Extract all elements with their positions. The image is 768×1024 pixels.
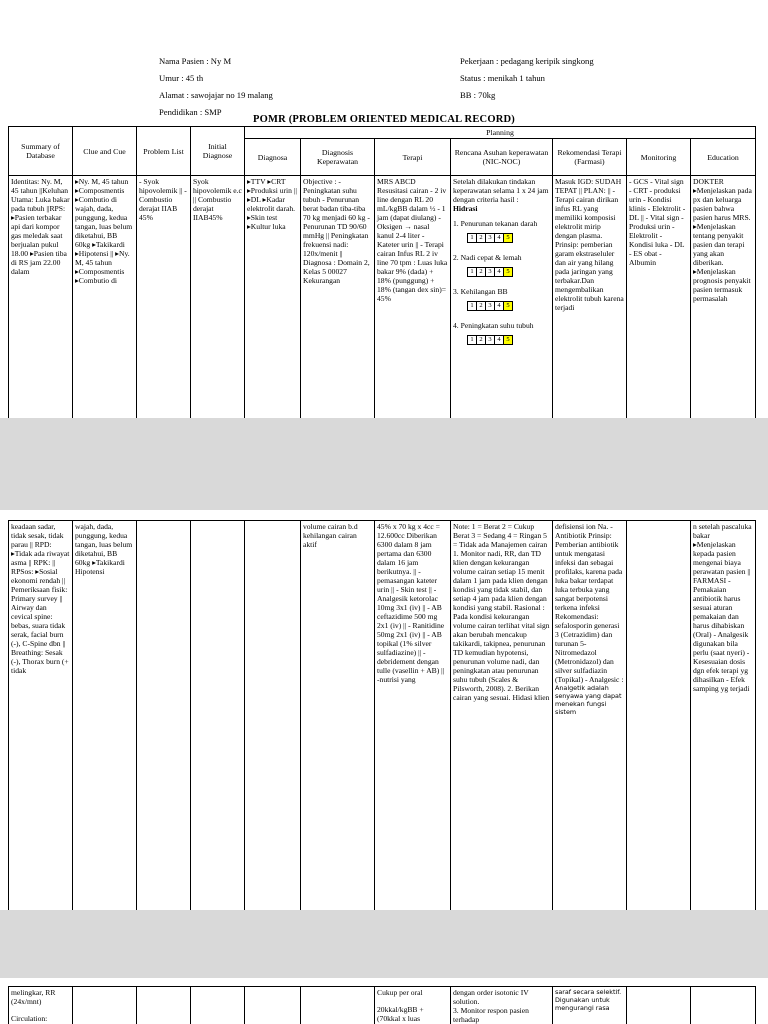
- rating-box: 4: [494, 233, 504, 243]
- rating-box: 5: [503, 267, 513, 277]
- rating-box: 5: [503, 335, 513, 345]
- cont3-keperawatan: [301, 987, 375, 1024]
- cont3-rencana: [451, 987, 553, 1024]
- cont-cue: wajah, dada, punggung, kedua tangan, luas belum diketahui, BB 60kg ▸Takikardi Hipotensi: [73, 521, 137, 911]
- rating-box: 5: [503, 233, 513, 243]
- rencana-list: [453, 219, 550, 345]
- cont3-terapi-text-2: 20kkal/kgBB + (70kkal x luas: [377, 1005, 424, 1023]
- cell-farmasi: Masuk IGD: SUDAH TEPAT || PLAN: || - Terapi cairan dirikan infus RL yang memiliki komposisi elektrolit mirip dengan plasma. Prinsip: pemberian garam ekstraseluler dan air yang hilang pada jaringan yang terbakar.Dan mengembalikan elektrolit tubuh karena terjadi: [553, 176, 627, 419]
- header-education: Education: [691, 139, 756, 176]
- rating-box: 3: [485, 301, 495, 311]
- rencana-item: 3. Kehilangan BB: [453, 287, 508, 296]
- rating-box: 2: [476, 301, 486, 311]
- cont3-rencana-text: dengan order isotonic IV solution.: [453, 988, 529, 1006]
- header-diagnosa: Diagnosa: [245, 139, 301, 176]
- cont-farmasi: [553, 521, 627, 911]
- cont3-cue: [73, 987, 137, 1024]
- cell-terapi: MRS ABCD Resusitasi cairan - 2 iv line dengan RL 20 mL/kgBB dalam ½ - 1 jam (dapat diulang) - Oksigen → nasal kanul 2-4 liter - Kateter urin || - Terapi cairan Infus RL 2 iv line 70 tpm : Luas luka bakar 9% (dada) + 18% (punggung) + 18% (tangan dex sin)= 45%: [375, 176, 451, 419]
- rating-box: 5: [503, 301, 513, 311]
- cont3-summary: [9, 987, 73, 1024]
- cont-education: n setelah pascaluka bakar ▸Menjelaskan kepada pasien mengenai biaya perawatan pasien || FARMASI - Pemakaian antibiotik harus sesuai aturan pemakaian dan harus dihabiskan (Oral) - Analgesik digunakan bila perlu (saat nyeri) -Kesesuaian dosis dgn efek terapi yg dihasilkan - Efek samping yg terjadi: [691, 521, 756, 911]
- cont3-initial: [191, 987, 245, 1024]
- cell-keperawatan: Objective : - Peningkatan suhu tubuh - Penurunan berat badan tiba-tiba 70 kg menjadi 60 kg - Penurunan TD 90/60 mmHg || Peningkatan frekuensi nadi: 120x/menit || Diagnosa : Domain 2, Kelas 5 00027 Kekurangan: [301, 176, 375, 419]
- pomr-table-continued-2: [8, 986, 756, 1024]
- rating-box: 2: [476, 233, 486, 243]
- patient-status: Status : menikah 1 tahun: [460, 73, 545, 83]
- header-terapi: Terapi: [375, 139, 451, 176]
- patient-age: Umur : 45 th: [159, 73, 204, 83]
- rencana-item: 2. Nadi cepat & lemah: [453, 253, 522, 262]
- header-initial: Initial Diagnose: [191, 127, 245, 176]
- cont3-summary-text-2: Circulation:: [11, 1014, 48, 1023]
- rating-box: 4: [494, 335, 504, 345]
- cell-problem: - Syok hipovolemik || - Combustio derajat IIAB 45%: [137, 176, 191, 419]
- cell-initial: Syok hipovolemik e.c || Combustio derajat IIAB45%: [191, 176, 245, 419]
- cont3-summary-text: melingkar, RR (24x/mnt): [11, 988, 56, 1006]
- cont3-education: [691, 987, 756, 1024]
- header-problem: Problem List: [137, 127, 191, 176]
- cont-initial: [191, 521, 245, 911]
- rating-box: 4: [494, 301, 504, 311]
- document-page-3: [0, 978, 768, 1024]
- page-title: POMR (PROBLEM ORIENTED MEDICAL RECORD): [253, 114, 515, 125]
- header-summary: Summary of Database: [9, 127, 73, 176]
- rating-box: 3: [485, 233, 495, 243]
- rating-scale: [467, 232, 550, 243]
- rating-box: 2: [476, 267, 486, 277]
- header-cue: Clue and Cue: [73, 127, 137, 176]
- rating-box: 1: [467, 301, 477, 311]
- rencana-hidrasi: Hidrasi: [453, 204, 478, 213]
- cont-problem: [137, 521, 191, 911]
- cont3-rencana-text-2: 3. Monitor respon pasien terhadap: [453, 1006, 529, 1024]
- patient-name: Nama Pasien : Ny M: [159, 56, 232, 66]
- rencana-intro: Setelah dilakukan tindakan keperawatan selama 1 x 24 jam dengan criteria hasil :: [453, 177, 549, 204]
- rating-scale: [467, 334, 550, 345]
- rating-box: 1: [467, 267, 477, 277]
- cont3-farmasi: saraf secara selektif. Digunakan untuk mengurangi rasa: [553, 987, 627, 1024]
- rating-box: 1: [467, 233, 477, 243]
- header-farmasi: Rekomendasi Terapi (Farmasi): [553, 139, 627, 176]
- cont-farmasi-text: defisiensi ion Na. - Antibiotik Prinsip: Pemberian antibiotik untuk mengatasi infeksi dan sebagai profilaks, karena pada luka bakar terdapat luka terbuka yang sangat berpotensi terkena infeksi Rekomendasi: sefalosporin generasi 3 (Cetrazidim) dan turunan 5-Nitromedazol (Metronidazol) dan silver sulfadiazin (Topikal) - Analgesic :: [555, 522, 624, 684]
- cont3-terapi-text: Cukup per oral: [377, 988, 423, 997]
- cell-monitoring: - GCS - Vital sign - CRT - produksi urin - Kondisi klinis - Elektrolit - DL || - Vital sign - Produksi urin - Elektrolit - Kondisi luka - DL - ES obat - Albumin: [627, 176, 691, 419]
- rating-scale: [467, 300, 550, 311]
- cont-farmasi-analgetik: Analgetik adalah senyawa yang dapat menekan fungsi sistem: [555, 684, 622, 716]
- cont3-diagnosa: [245, 987, 301, 1024]
- cont-keperawatan: volume cairan b.d kehilangan cairan aktif: [301, 521, 375, 911]
- patient-education: Pendidikan : SMP: [159, 107, 222, 117]
- patient-weight: BB : 70kg: [460, 90, 496, 100]
- cell-summary: Identitas: Ny. M, 45 tahun ||Keluhan Utama: Luka bakar pada tubuh ||RPS: ▸Pasien terbakar api dari kompor gas meledak saat berjualan pukul 18.00 ▸Pasien tiba di RS jam 22.00 dalam: [9, 176, 73, 419]
- rating-box: 4: [494, 267, 504, 277]
- header-monitoring: Monitoring: [627, 139, 691, 176]
- cont3-monitoring: [627, 987, 691, 1024]
- pomr-table-continued: [8, 520, 756, 910]
- rencana-item: 4. Peningkatan suhu tubuh: [453, 321, 534, 330]
- cont3-terapi: [375, 987, 451, 1024]
- header-planning: Planning: [245, 127, 756, 139]
- cell-cue: ▸Ny. M, 45 tahun ▸Composmentis ▸Combutio di wajah, dada, punggung, kedua tangan, luas belum diketahui, BB 60kg ▸Takikardi ▸Hipotensi || ▸Ny. M, 45 tahun ▸Composmentis ▸Combutio di: [73, 176, 137, 419]
- rating-box: 3: [485, 335, 495, 345]
- header-rencana: Rencana Asuhan keperawatan (NIC-NOC): [451, 139, 553, 176]
- patient-job: Pekerjaan : pedagang keripik singkong: [460, 56, 594, 66]
- rating-box: 1: [467, 335, 477, 345]
- header-keperawatan: Diagnosis Keperawatan: [301, 139, 375, 176]
- patient-address: Alamat : sawojajar no 19 malang: [159, 90, 273, 100]
- cell-education: DOKTER ▸Menjelaskan pada px dan keluarga pasien bahwa pasien harus MRS. ▸Menjelaskan tentang penyakit pasien dan terapi yang akan diberikan. ▸Menjelaskan prognosis penyakit pasien termasuk permasalah: [691, 176, 756, 419]
- cont-rencana: Note: 1 = Berat 2 = Cukup Berat 3 = Sedang 4 = Ringan 5 = Tidak ada Manajemen cairan 1. Monitor nadi, RR, dan TD klien dengan kekurangan volume cairan setiap 15 menit dalam 1 jam pada klien dengan kondisi yang tidak stabil, dan setiap 4 jam pada klien dengan kondisi yang stabil. Rasional : Pada kondisi kekurangan volume cairan terlihat vital sign akan berubah mencakup takikardi, takipnea, penurunan TD kemudian hypotensi, penurunan volume nadi, dan peningkatan atau penurunan suhu tubuh (Scales & Pilsworth, 2008). 2. Berikan cairan yang sesuai. Hidasi klien: [451, 521, 553, 911]
- cell-rencana: [451, 176, 553, 419]
- rating-box: 3: [485, 267, 495, 277]
- rencana-item: 1. Penurunan tekanan darah: [453, 219, 538, 228]
- document-page-2: [0, 510, 768, 910]
- cont-terapi: 45% x 70 kg x 4cc = 12.600cc Diberikan 6300 dalam 8 jam pertama dan 6300 dalam 16 jam berikutnya. || - pemasangan kateter urin || - Skin test || - Analgesik ketorolac 10mg 3x1 (iv) || - AB ceftazidime 500 mg 2x1 (iv) || - Ranitidine 50mg 2x1 (iv) || - AB topikal (1% silver sulfadiazine) || - debridement dengan tulle (vasellin + AB) || -nutrisi yang: [375, 521, 451, 911]
- rating-box: 2: [476, 335, 486, 345]
- document-page-1: [0, 0, 768, 418]
- cont-monitoring: [627, 521, 691, 911]
- cell-diagnosa: ▸TTV ▸CRT ▸Produksi urin || ▸DL ▸Kadar elektrolit darah. ▸Skin test ▸Kultur luka: [245, 176, 301, 419]
- cont-summary: keadaan sadar, tidak sesak, tidak parau || RPD: ▸Tidak ada riwayat asma || RPK: || RPSos: ▸Sosial ekonomi rendah || Pemeriksaan fisik: Primary survey || Airway dan cevical spine: bebas, suara tidak serak, facial burn (-), C-Spine dbn || Breathing: Sesak (-), Thorax burn (+ tidak: [9, 521, 73, 911]
- cont3-problem: [137, 987, 191, 1024]
- cont-diagnosa: [245, 521, 301, 911]
- rating-scale: [467, 266, 550, 277]
- pomr-table: [8, 126, 756, 418]
